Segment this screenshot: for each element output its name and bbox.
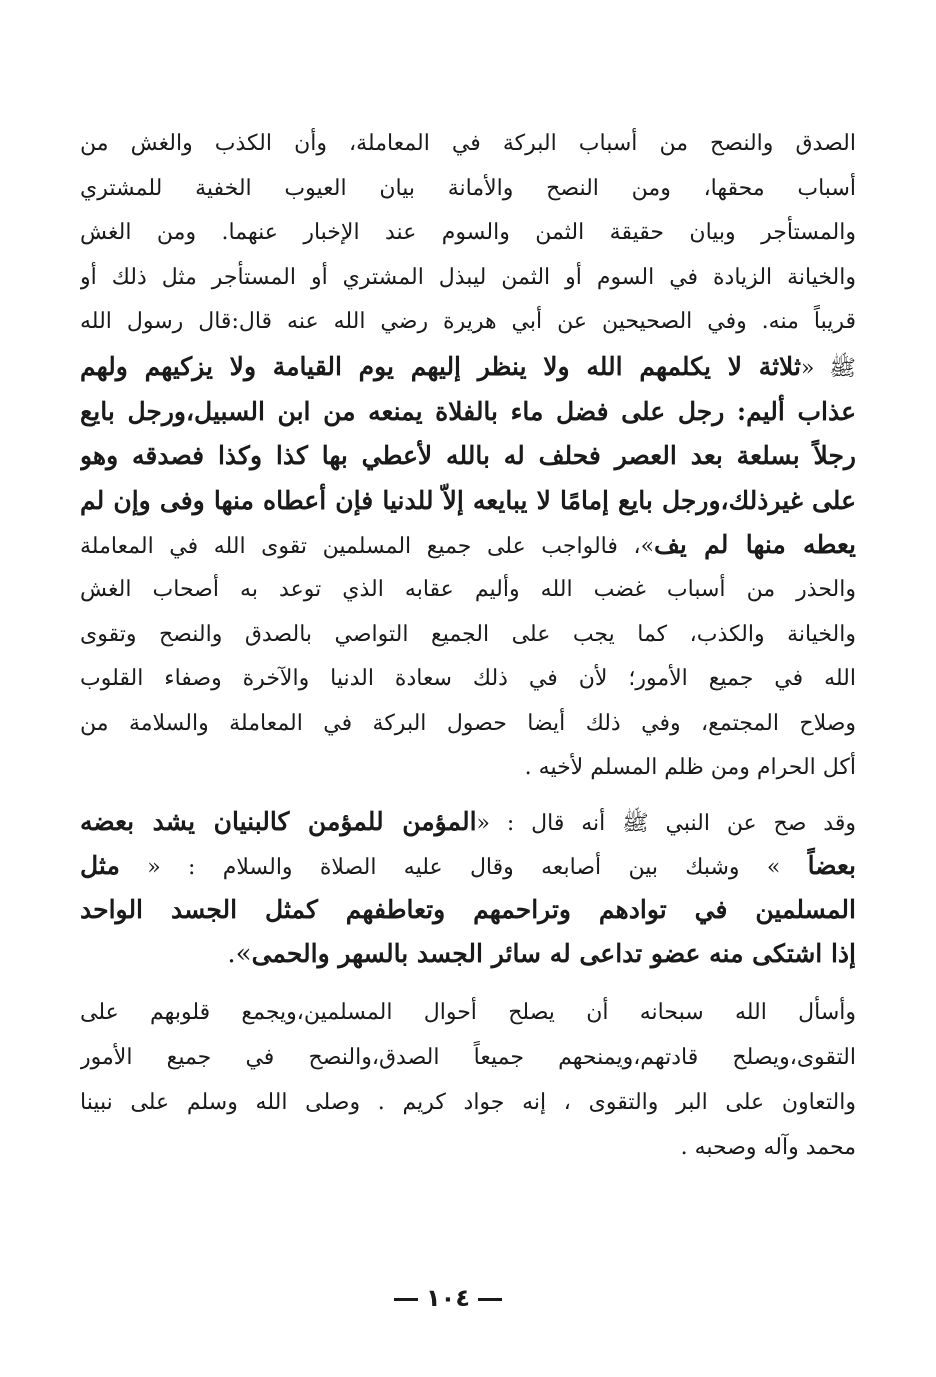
text-line: على غيرذلك،ورجل بايع إمامًا لا يبايعه إلاّ للدنيا فإن أعطاه منها وفى وإن لم xyxy=(80,485,856,515)
text-line: أكل الحرام ومن ظلم المسلم لأخيه . xyxy=(524,755,856,781)
text-line: يعطه منها لم يف»، فالواجب على جميع المسلمين تقوى الله في المعاملة xyxy=(80,530,856,560)
text-line: والخيانة والكذب، كما يجب على الجميع التواصي بالصدق والنصح وتقوى xyxy=(80,621,856,647)
text-line: الصدق والنصح من أسباب البركة في المعاملة، وأن الكذب والغش من xyxy=(80,131,856,156)
text-line: الله في جميع الأمور؛ لأن في ذلك سعادة الدنيا والآخرة وصفاء القلوب xyxy=(80,666,856,692)
dash-left xyxy=(394,1298,418,1301)
text-line: أسباب محقها، ومن النصح والأمانة بيان العيوب الخفية للمشتري xyxy=(80,175,856,201)
text-line: بعضاً » وشبك بين أصابعه وقال عليه الصلاة والسلام : « مثل xyxy=(80,851,856,880)
text-line: والمستأجر وبيان حقيقة الثمن والسوم عند الإخبار عنهما. ومن الغش xyxy=(80,220,856,246)
text-line: والتعاون على البر والتقوى ، إنه جواد كريم . وصلى الله وسلم على نبينا xyxy=(80,1090,856,1115)
paragraph-hadith-trade xyxy=(80,122,856,791)
page-number: ١٠٤ xyxy=(0,1284,896,1312)
paragraph-believers-hadith xyxy=(80,800,856,976)
dash-right xyxy=(478,1298,502,1301)
text-line: وأسأل الله سبحانه أن يصلح أحوال المسلمين،ويجمع قلوبهم على xyxy=(80,1000,856,1025)
text-line: ﷺ «ثلاثة لا يكلمهم الله ولا ينظر إليهم يوم القيامة ولا يزكيهم ولهم xyxy=(80,351,856,381)
text-line: والخيانة الزيادة في السوم أو الثمن ليبذل المشتري أو المستأجر مثل ذلك أو xyxy=(80,264,856,290)
text-line: وصلاح المجتمع، وفي ذلك أيضا حصول البركة في المعاملة والسلامة من xyxy=(80,710,856,736)
text-line: قريباً منه. وفي الصحيحين عن أبي هريرة رضي الله عنه قال:قال رسول الله xyxy=(80,309,856,335)
text-line: إذا اشتكى منه عضو تداعى له سائر الجسد بالسهر والحمى». xyxy=(227,939,856,969)
text-line: محمد وآله وصحبه . xyxy=(680,1135,856,1160)
text-line: المسلمين في توادهم وتراحمهم وتعاطفهم كمثل الجسد الواحد xyxy=(80,895,856,924)
paragraph-closing-prayer xyxy=(80,990,856,1170)
text-line: التقوى،ويصلح قادتهم،ويمنحهم جميعاً الصدق،والنصح في جميع الأمور xyxy=(80,1045,856,1070)
text-line: عذاب أليم: رجل على فضل ماء بالفلاة يمنعه من ابن السبيل،ورجل بايع xyxy=(80,396,856,426)
text-line: رجلاً بسلعة بعد العصر فحلف له بالله لأعطي بها كذا وكذا فصدقه وهو xyxy=(80,441,856,471)
text-line: والحذر من أسباب غضب الله وأليم عقابه الذي توعد به أصحاب الغش xyxy=(80,576,856,602)
text-line: وقد صح عن النبي ﷺ أنه قال : «المؤمن للمؤمن كالبنيان يشد بعضه xyxy=(80,807,856,836)
